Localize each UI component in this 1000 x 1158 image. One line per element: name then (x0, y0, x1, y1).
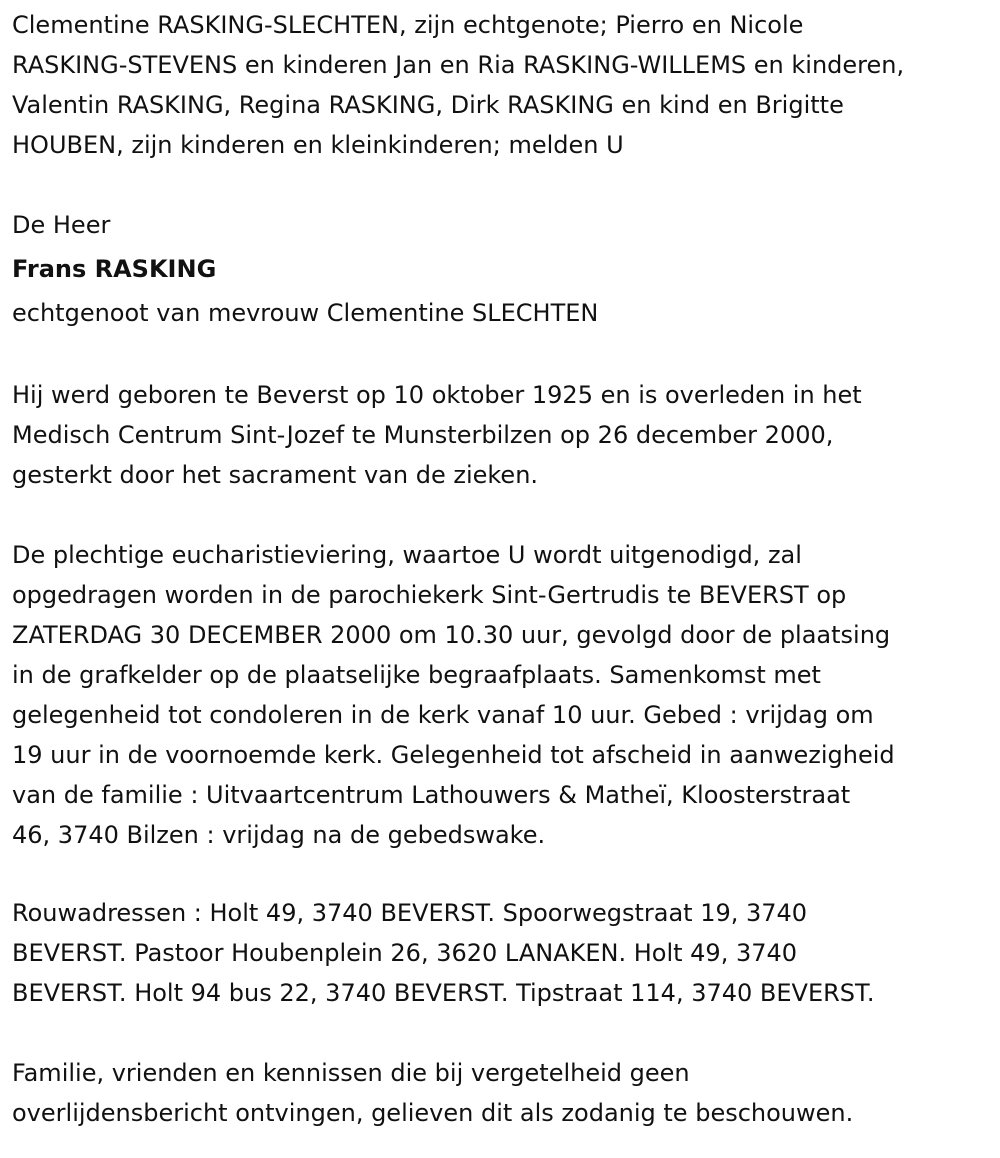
text-line: gelegenheid tot condoleren in de kerk vanaf 10 uur. Gebed : vrijdag om (12, 701, 874, 729)
text-line: BEVERST. Pastoor Houbenplein 26, 3620 LANAKEN. Holt 49, 3740 (12, 939, 798, 967)
text-line: van de familie : Uitvaartcentrum Lathouwers & Matheï, Kloosterstraat (12, 781, 851, 809)
text-line: De plechtige eucharistieviering, waartoe U wordt uitgenodigd, zal (12, 541, 802, 569)
text-line: Hij werd geboren te Beverst op 10 oktober 1925 en is overleden in het (12, 381, 862, 409)
text-line: in de grafkelder op de plaatselijke begraafplaats. Samenkomst met (12, 661, 821, 689)
closing-paragraph (12, 1053, 904, 1133)
salutation: De Heer (12, 211, 111, 239)
text-line: 46, 3740 Bilzen : vrijdag na de gebedswake. (12, 821, 546, 849)
ceremony-paragraph (12, 535, 904, 855)
text-line: gesterkt door het sacrament van de zieken. (12, 461, 539, 489)
spouse-line: echtgenoot van mevrouw Clementine SLECHTEN (12, 299, 599, 327)
birth-death-paragraph (12, 375, 904, 495)
obituary-document (12, 5, 904, 1133)
text-line: HOUBEN, zijn kinderen en kleinkinderen; melden U (12, 131, 624, 159)
text-line: 19 uur in de voornoemde kerk. Gelegenheid tot afscheid in aanwezigheid (12, 741, 895, 769)
text-line: Rouwadressen : Holt 49, 3740 BEVERST. Spoorwegstraat 19, 3740 (12, 899, 808, 927)
text-line: ZATERDAG 30 DECEMBER 2000 om 10.30 uur, gevolgd door de plaatsing (12, 621, 891, 649)
intro-paragraph (12, 5, 904, 165)
text-line: Medisch Centrum Sint-Jozef te Munsterbilzen op 26 december 2000, (12, 421, 834, 449)
text-line: Valentin RASKING, Regina RASKING, Dirk RASKING en kind en Brigitte (12, 91, 844, 119)
text-line: RASKING-STEVENS en kinderen Jan en Ria RASKING-WILLEMS en kinderen, (12, 51, 905, 79)
text-line: overlijdensbericht ontvingen, gelieven dit als zodanig te beschouwen. (12, 1099, 854, 1127)
text-line: opgedragen worden in de parochiekerk Sint-Gertrudis te BEVERST op (12, 581, 847, 609)
text-line: Clementine RASKING-SLECHTEN, zijn echtgenote; Pierro en Nicole (12, 11, 804, 39)
addresses-paragraph (12, 893, 904, 1013)
text-line: Familie, vrienden en kennissen die bij vergetelheid geen (12, 1059, 690, 1087)
deceased-name: Frans RASKING (12, 255, 217, 283)
text-line: BEVERST. Holt 94 bus 22, 3740 BEVERST. Tipstraat 114, 3740 BEVERST. (12, 979, 875, 1007)
